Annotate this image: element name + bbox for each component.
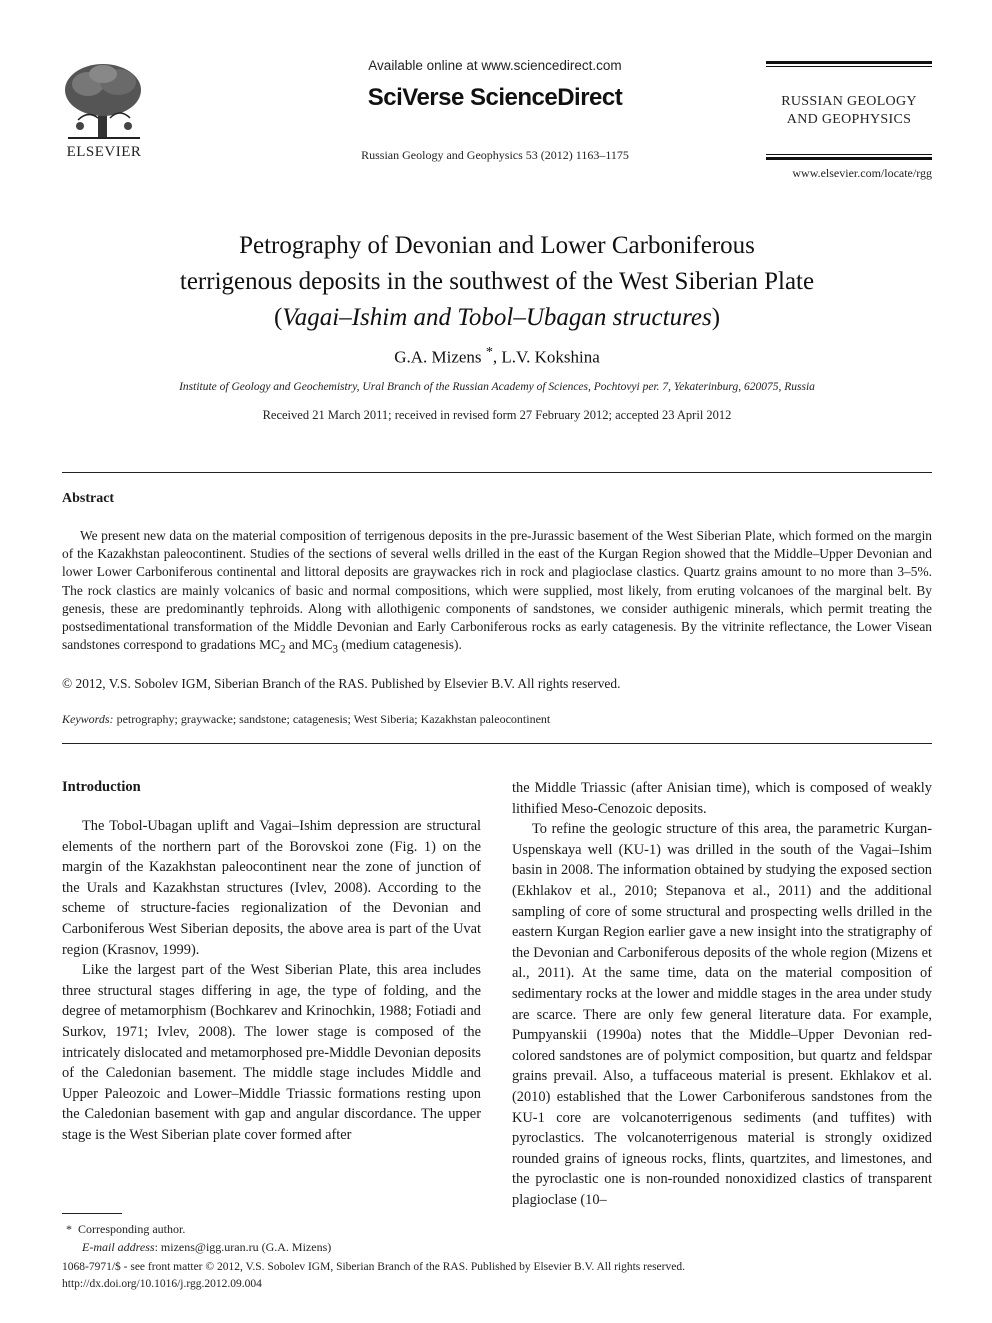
keywords-list: petrography; graywacke; sandstone; catagenesis; West Siberia; Kazakhstan paleocontinent	[113, 712, 551, 726]
abstract-bottom-rule	[62, 743, 932, 744]
issn-line: 1068-7971/$ - see front matter © 2012, V.S. Sobolev IGM, Siberian Branch of the RAS. Published by Elsevier B.V. All rights reserved.	[62, 1261, 685, 1273]
intro-paragraph-3: To refine the geologic structure of this area, the parametric Kurgan-Uspenskaya well (KU-1) was drilled in the south of the Vagai–Ishim basin in 2008. The information obtained by studying the exposed section (Ekhlakov et al., 2010; Stepanova et al., 2011) and the additional sampling of core of some structural and prospecting wells drilled in the eastern Kurgan Region earlier gave a new insight into the stratigraphy of the Devonian and Carboniferous deposits of the whole region (Mizens et al., 2011). At the same time, data on the material composition of sedimentary rocks at the lower and middle stages in the area under study are scarce. There are only few general literature data. For example, Pumpyanskii (1990a) notes that the Middle–Upper Devonian red-colored sandstones are of polymict composition, but quartz and feldspar grains prevail. Also, a tuffaceous material is present. Ekhlakov et al. (2010) established that the Lower Carboniferous sandstones from the KU-1 core are volcanoterrigenous sediments (and tuffites) with pyroclastics. The volcanoterrigenous material is strongly oxidized rounded grains of igneous rocks, flints, quartzites, and limestones, and the pyroclastic one is non-rounded nonoxidized clastics of transparent plagioclase (10–	[512, 821, 932, 1208]
journal-citation: Russian Geology and Geophysics 53 (2012) 1163–1175	[361, 148, 629, 162]
available-online-text[interactable]: Available online at www.sciencedirect.com	[368, 58, 622, 73]
keywords	[62, 712, 932, 727]
introduction-heading: Introduction	[62, 779, 141, 795]
footnote-email: E-mail address: mizens@igg.uran.ru (G.A. Mizens)	[82, 1240, 332, 1254]
abstract-heading: Abstract	[62, 491, 115, 506]
elsevier-tree-icon	[58, 60, 150, 142]
title-italic: Vagai–Ishim and Tobol–Ubagan structures	[282, 304, 712, 331]
article-dates: Received 21 March 2011; received in revised form 27 February 2012; accepted 23 April 2012	[262, 408, 732, 422]
intro-paragraph-2: Like the largest part of the West Siberian Plate, this area includes three structural stages differing in age, the type of folding, and the degree of metamorphism (Bochkarev and Krinochkin, 1988; Fotiadi and Surkov, 1971; Ivlev, 2008). The lower stage is composed of the intricately dislocated and metamorphosed pre-Middle Devonian deposits of the Caledonian basement. The middle stage includes Middle and Upper Paleozoic and Lower–Middle Triassic formations resting upon the Caledonian basement with gap and angular discordance. The upper stage is the West Siberian plate cover formed after	[62, 962, 481, 1143]
doi-link[interactable]: http://dx.doi.org/10.1016/j.rgg.2012.09.004	[62, 1278, 262, 1290]
footnote-rule	[62, 1213, 122, 1214]
authors	[62, 344, 932, 368]
left-column	[62, 816, 481, 1146]
title-line-1: Petrography of Devonian and Lower Carboniferous	[239, 232, 755, 259]
elsevier-wordmark: ELSEVIER	[66, 144, 142, 160]
email-link[interactable]: : mizens@igg.uran.ru (G.A. Mizens)	[154, 1240, 332, 1254]
intro-paragraph-2-cont: the Middle Triassic (after Anisian time), which is composed of weakly lithified Meso-Cenozoic deposits.	[512, 780, 932, 817]
journal-box-bottom-rule-thin	[766, 154, 932, 155]
elsevier-logo	[58, 60, 150, 160]
abstract-top-rule	[62, 472, 932, 473]
abstract-copyright: © 2012, V.S. Sobolev IGM, Siberian Branch of the RAS. Published by Elsevier B.V. All rights reserved.	[62, 676, 621, 691]
keywords-label: Keywords:	[62, 712, 114, 726]
journal-name: RUSSIAN GEOLOGY AND GEOPHYSICS	[781, 94, 917, 127]
corresponding-mark[interactable]: *	[485, 344, 493, 360]
right-column	[512, 778, 932, 1210]
journal-box-bottom-rule	[766, 157, 932, 160]
title-line-2: terrigenous deposits in the southwest of the West Siberian Plate	[179, 268, 815, 295]
affiliation: Institute of Geology and Geochemistry, Ural Branch of the Russian Academy of Sciences, Pochtovyi per. 7, Yekaterinburg, 620075, Russia	[179, 381, 815, 393]
journal-url[interactable]: www.elsevier.com/locate/rgg	[792, 166, 932, 180]
author-kokshina[interactable]: , L.V. Kokshina	[492, 347, 600, 367]
footnote-corresponding: * Corresponding author.	[66, 1222, 186, 1236]
title-line-3: (Vagai–Ishim and Tobol–Ubagan structures)	[273, 304, 721, 331]
sciverse-brand: SciVerse ScienceDirect	[367, 84, 623, 111]
author-mizens[interactable]: G.A. Mizens	[394, 347, 482, 367]
journal-box-top-rule	[766, 61, 932, 64]
article-title	[62, 228, 932, 336]
abstract-body: We present new data on the material composition of terrigenous deposits in the pre-Jurassic basement of the West Siberian Plate, which formed on the margin of the Kazakhstan paleocontinent. Studies of the sections of several wells drilled in the east of the Kurgan Region showed that the Middle–Upper Devonian and lower Lower Carboniferous continental and littoral deposits are graywackes rich in rock and plagioclase clastics. Quartz grains amount to no more than 3–5%. The rock clastics are mainly volcanics of basic and normal compositions, which were supplied, most likely, from eruting volcanoes of the marginal belt. By genesis, these are predominantly tephroids. Along with allothigenic components of sandstones, we consider authigenic minerals, which permit treating the postsedimentational transformation of the Middle Devonian and Early Carboniferous rocks as early catagenesis. By the vitrinite reflectance, the Lower Visean sandstones correspond to gradations $MC_2$ and $MC_3$ (medium catagenesis).	[62, 528, 932, 656]
intro-paragraph-1: The Tobol-Ubagan uplift and Vagai–Ishim depression are structural elements of the northern part of the Borovskoi zone (Fig. 1) on the margin of the Kazakhstan paleocontinent near the zone of junction of the Urals and Kazakhstan structures (Ivlev, 2008). According to the scheme of structure-facies regionalization of the Devonian and Carboniferous West Siberian deposits, the above area is part of the Uvat region (Krasnov, 1999).	[62, 818, 481, 958]
journal-box-top-rule-thin	[766, 66, 932, 67]
